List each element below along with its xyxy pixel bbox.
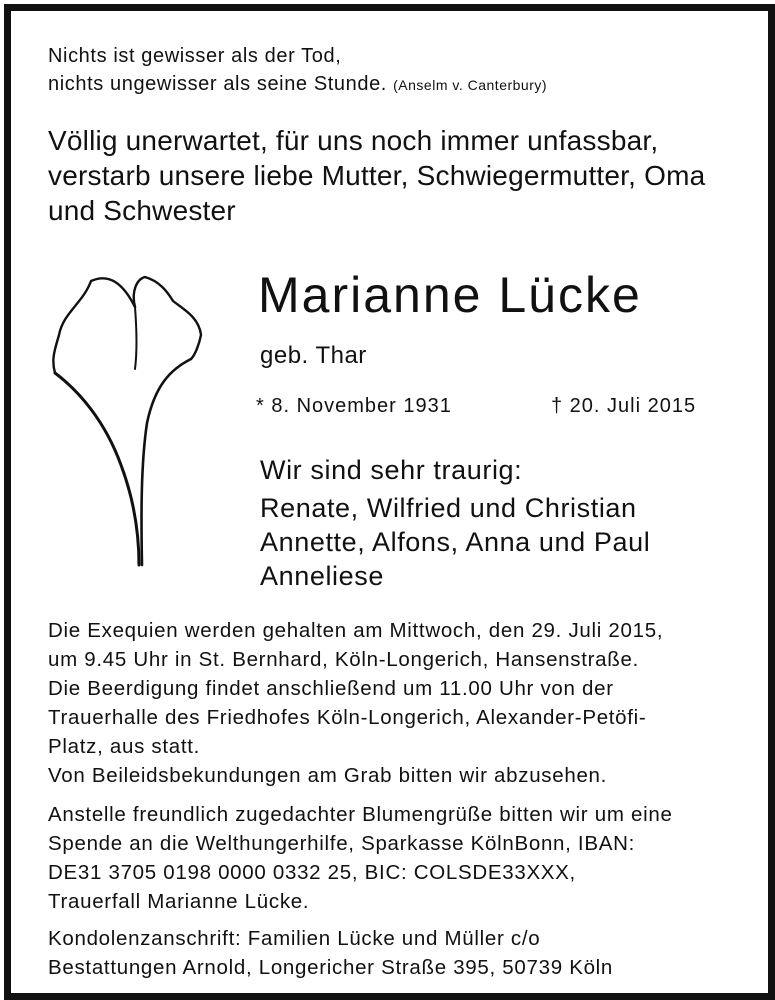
quote-text: nichts ungewisser als seine Stunde. bbox=[48, 73, 387, 95]
donation-line: Trauerfall Marianne Lücke. bbox=[48, 890, 310, 913]
mourners-line: Renate, Wilfried und Christian bbox=[260, 493, 637, 523]
condolence-line: Kondolenzanschrift: Familien Lücke und Müller c/o bbox=[48, 927, 541, 950]
intro-line-2: verstarb unsere liebe Mutter, Schwiegermutter, Oma bbox=[48, 160, 706, 191]
donation-line: Anstelle freundlich zugedachter Blumengrüße bitten wir um eine bbox=[48, 803, 673, 826]
intro-line-1: Völlig unerwartet, für uns noch immer unfassbar, bbox=[48, 125, 659, 156]
funeral-line: Die Beerdigung findet anschließend um 11.00 Uhr von der bbox=[48, 677, 614, 700]
donation-line: DE31 3705 0198 0000 0332 25, BIC: COLSDE33XXX, bbox=[48, 861, 576, 884]
deceased-name: Marianne Lücke bbox=[258, 267, 642, 323]
quote-author: (Anselm v. Canterbury) bbox=[393, 77, 548, 93]
funeral-line: Von Beileidsbekundungen am Grab bitten wir abzusehen. bbox=[48, 764, 608, 787]
mourners-line: Anneliese bbox=[260, 561, 384, 591]
donation-line: Spende an die Welthungerhilfe, Sparkasse KölnBonn, IBAN: bbox=[48, 832, 635, 855]
funeral-line: um 9.45 Uhr in St. Bernhard, Köln-Longerich, Hansenstraße. bbox=[48, 648, 639, 671]
obituary-notice bbox=[4, 4, 775, 1000]
birth-date: * 8. November 1931 bbox=[256, 395, 452, 417]
funeral-line: Platz, aus statt. bbox=[48, 735, 201, 758]
birth-name: geb. Thar bbox=[260, 342, 367, 369]
quote-line-1: Nichts ist gewisser als der Tod, bbox=[48, 45, 342, 67]
mourners-heading: Wir sind sehr traurig: bbox=[260, 455, 523, 485]
intro-line-3: und Schwester bbox=[48, 195, 236, 226]
mourners-line: Annette, Alfons, Anna und Paul bbox=[260, 527, 651, 557]
funeral-line: Trauerhalle des Friedhofes Köln-Longerich, Alexander-Petöfi- bbox=[48, 706, 647, 729]
condolence-line: Bestattungen Arnold, Longericher Straße 395, 50739 Köln bbox=[48, 956, 614, 979]
funeral-line: Die Exequien werden gehalten am Mittwoch, den 29. Juli 2015, bbox=[48, 619, 664, 642]
ginkgo-leaf-icon bbox=[49, 273, 209, 573]
quote-line-2 bbox=[48, 70, 547, 99]
death-date: † 20. Juli 2015 bbox=[551, 395, 697, 417]
